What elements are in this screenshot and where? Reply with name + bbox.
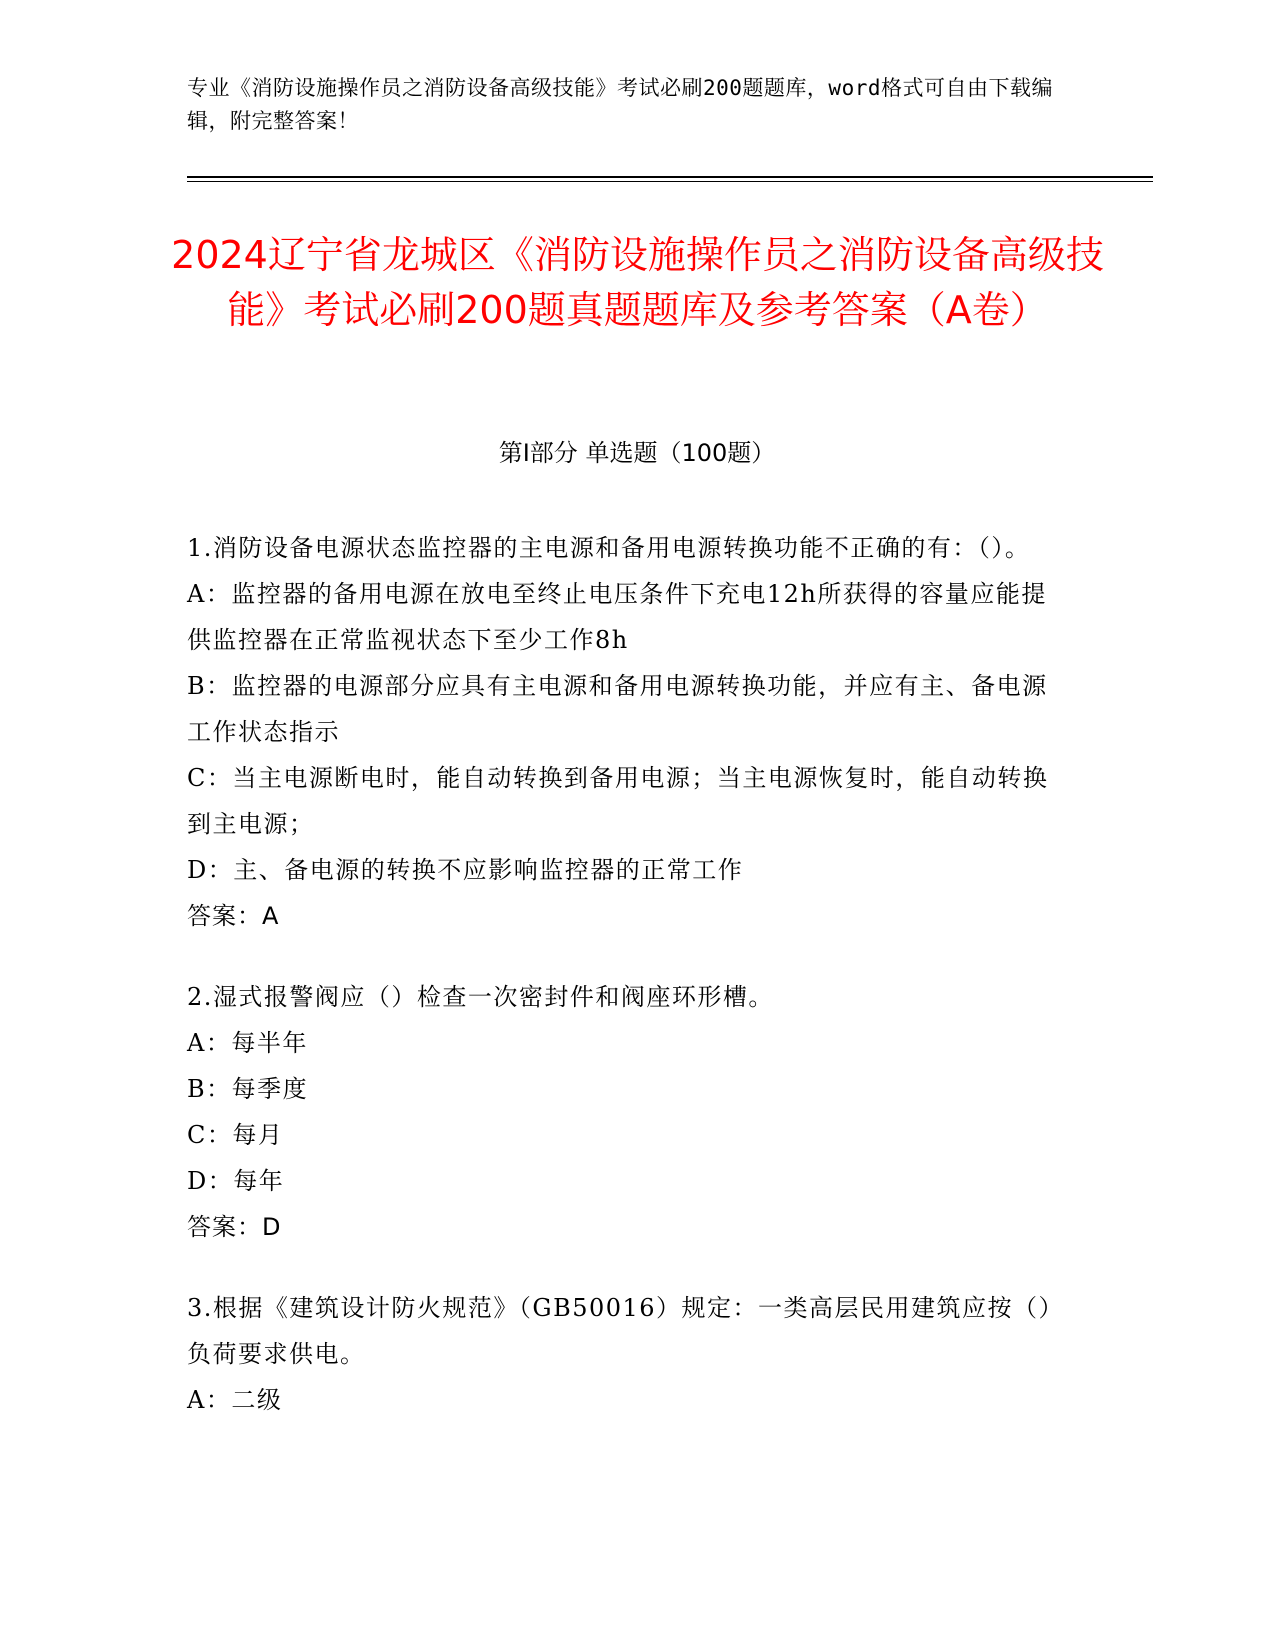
question-option: C：当主电源断电时，能自动转换到备用电源；当主电源恢复时，能自动转换到主电源； xyxy=(187,764,1049,838)
question-item xyxy=(187,1285,1067,1423)
question-option: B：每季度 xyxy=(187,1075,309,1103)
section-heading: 第Ⅰ部分 单选题（100题） xyxy=(498,439,776,467)
question-stem: 3.根据《建筑设计防火规范》（GB50016）规定：一类高层民用建筑应按（）负荷要求供电。 xyxy=(187,1294,1065,1368)
question-option: B：监控器的电源部分应具有主电源和备用电源转换功能，并应有主、备电源工作状态指示 xyxy=(187,672,1048,746)
question-option: A：每半年 xyxy=(187,1029,308,1057)
header-divider-thick xyxy=(187,176,1153,178)
question-stem: 1.消防设备电源状态监控器的主电源和备用电源转换功能不正确的有：（）。 xyxy=(187,534,1031,562)
document-title: 2024辽宁省龙城区《消防设施操作员之消防设备高级技能》考试必刷200题真题题库及参考答案（A卷） xyxy=(171,233,1104,332)
question-stem: 2.湿式报警阀应（）检查一次密封件和阀座环形槽。 xyxy=(187,983,774,1011)
question-item xyxy=(187,974,1067,1250)
question-option: D：主、备电源的转换不应影响监控器的正常工作 xyxy=(187,856,744,884)
header-note: 专业《消防设施操作员之消防设备高级技能》考试必刷200题题库，word格式可自由下载编辑，附完整答案！ xyxy=(187,76,1053,133)
header-divider-thin xyxy=(187,181,1153,182)
question-item xyxy=(187,525,1067,939)
question-option: D：每年 xyxy=(187,1167,285,1195)
question-option: A：监控器的备用电源在放电至终止电压条件下充电12h所获得的容量应能提供监控器在正常监视状态下至少工作8h xyxy=(187,580,1047,654)
question-list xyxy=(187,525,1067,1458)
question-answer: 答案：D xyxy=(187,1213,282,1241)
question-option: C：每月 xyxy=(187,1121,284,1149)
question-option: A：二级 xyxy=(187,1386,283,1414)
question-answer: 答案：A xyxy=(187,902,280,930)
